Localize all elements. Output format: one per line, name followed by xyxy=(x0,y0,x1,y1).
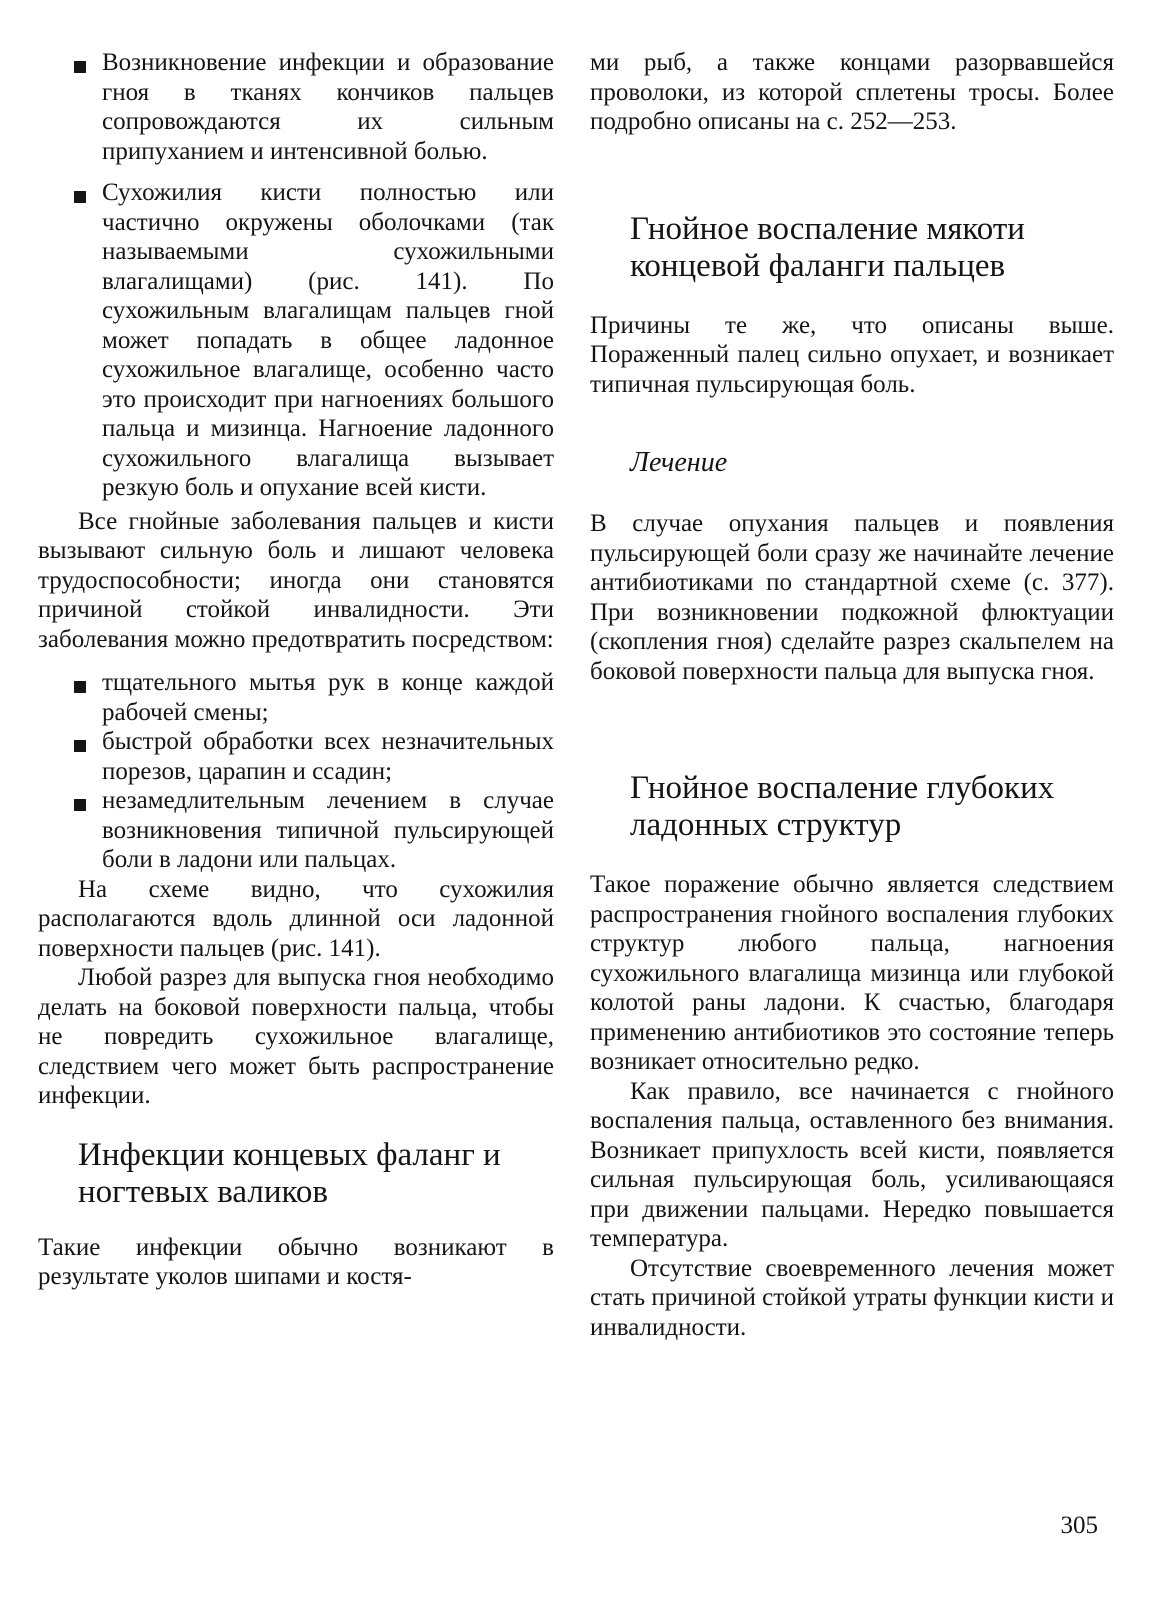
paragraph: Как правило, все начинается с гнойного воспаления пальца, оставленного без внимания. Возникает припухлость всей кисти, появляется сильная пульсирующая боль, усиливающаяся при движении пальцами. Нередко повышается температура. xyxy=(590,1077,1114,1252)
bullet-list-infections xyxy=(38,48,554,503)
list-item: незамедлительным лечением в случае возникновения типичной пульсирующей боли в ладони или пальцах. xyxy=(102,787,554,873)
subsection-heading: Лечение xyxy=(630,447,728,478)
list-item: Возникновение инфекции и образование гноя в тканях кончиков пальцев сопровождаются их сильным припуханием и интенсивной болью. xyxy=(102,49,554,165)
paragraph: Причины те же, что описаны выше. Пораженный палец сильно опухает, и возникает типичная пульсирующая боль. xyxy=(590,311,1114,398)
list-item: тщательного мытья рук в конце каждой рабочей смены; xyxy=(102,669,554,726)
paragraph: Все гнойные заболевания пальцев и кисти вызывают сильную боль и лишают человека трудоспособности; иногда они становятся причиной стойкой инвалидности. Эти заболевания можно предотвратить посредством: xyxy=(38,507,554,653)
paragraph: Любой разрез для выпуска гноя необходимо делать на боковой поверхности пальца, чтобы не повредить сухожильное влагалище, следствием чего может быть распространение инфекции. xyxy=(38,964,554,1109)
paragraph: Такие инфекции обычно возникают в результате уколов шипами и костя- xyxy=(38,1233,554,1290)
left-column xyxy=(38,48,554,1292)
bullet-list-prevention xyxy=(38,668,554,875)
page-number: 305 xyxy=(1060,1512,1098,1539)
list-item: Сухожилия кисти полностью или частично окружены оболочками (так называемыми сухожильными влагалищами) (рис. 141). По сухожильным влагалищам пальцев гной может попадать в общее ладонное сухожильное влагалище, особенно часто это происходит при нагноениях большого пальца и мизинца. Нагноение ладонного сухожильного влагалища вызывает резкую боль и опухание всей кисти. xyxy=(102,179,554,501)
paragraph: Отсутствие своевременного лечения может стать причиной стойкой утраты функции кисти и инвалидности. xyxy=(590,1254,1114,1341)
section-heading: Гнойное воспаление глубоких ладонных структур xyxy=(630,770,1055,843)
list-item: быстрой обработки всех незначительных порезов, царапин и ссадин; xyxy=(102,728,554,785)
paragraph: Такое поражение обычно является следствием распространения гнойного воспаления глубоких структур любого пальца, нагноения сухожильного влагалища мизинца или глубокой колотой раны ладони. К счастью, благодаря применению антибиотиков это состояние теперь возникает относительно редко. xyxy=(590,871,1114,1075)
section-heading: Гнойное воспаление мякоти концевой фаланги пальцев xyxy=(630,210,1025,284)
paragraph: На схеме видно, что сухожилия располагаются вдоль длинной оси ладонной поверхности пальцев (рис. 141). xyxy=(38,875,554,962)
section-heading: Инфекции концевых фаланг и ногтевых валиков xyxy=(78,1136,501,1210)
paragraph: ми рыб, а также концами разорвавшейся проволоки, из которой сплетены тросы. Более подробно описаны на с. 252—253. xyxy=(590,49,1114,135)
paragraph: В случае опухания пальцев и появления пульсирующей боли сразу же начинайте лечение антибиотиками по стандартной схеме (с. 377). При возникновении подкожной флюктуации (скопления гноя) сделайте разрез скальпелем на боковой поверхности пальца для выпуска гноя. xyxy=(590,510,1114,685)
right-column xyxy=(590,48,1114,1342)
